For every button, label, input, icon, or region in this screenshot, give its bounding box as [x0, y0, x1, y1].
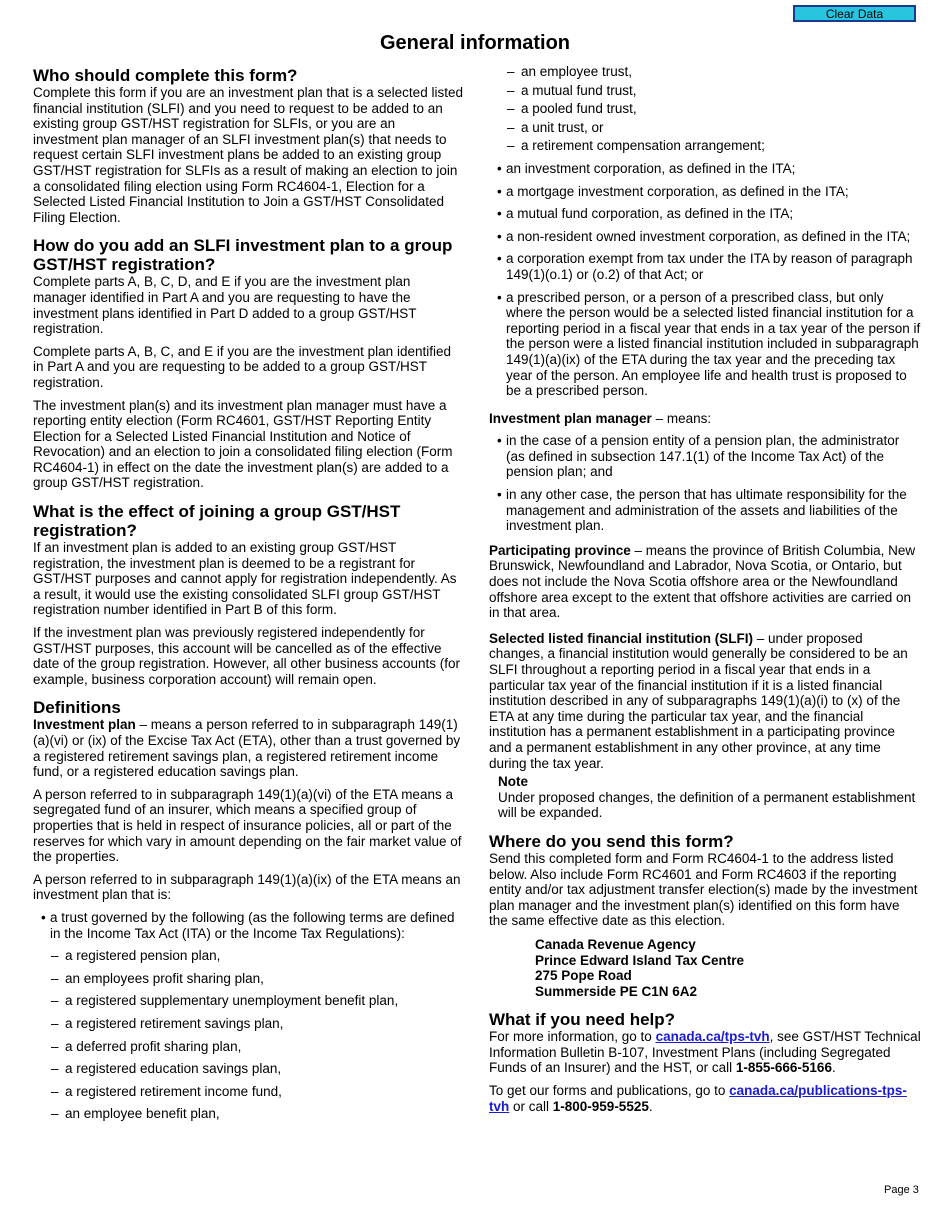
participating-province-text: – means the province of British Columbia, New Brunswick, Newfoundland and Labrador, Nova Scotia, or Ontario, but does not include the Nova Scotia offshore area or the Newfoundland offshore area except to the extent that offshore activities are carried on in that area. [489, 542, 916, 621]
investment-plan-manager-term: Investment plan manager [489, 410, 652, 426]
page-number: Page 3 [884, 1184, 919, 1196]
note-heading: Note [498, 774, 528, 790]
list-item: • a non-resident owned investment corporation, as defined in the ITA; [489, 229, 921, 245]
clear-data-button[interactable]: Clear Data [793, 5, 916, 22]
list-item: • a prescribed person, or a person of a prescribed class, but only where the person would be a selected listed financial institution for a reporting period in a fiscal year that ends in a tax year of the person if the person were a listed financial institution included in subparagraph 149(1)(a)(ix) of the ETA during the tax year and the preceding tax year of the person. An employee life and health trust is proposed to be a prescribed person. [489, 290, 921, 399]
list-item: • an investment corporation, as defined in the ITA; [489, 161, 921, 177]
subparagraph-ix-paragraph: A person referred to in subparagraph 149(1)(a)(ix) of the ETA means an investment plan that is: [33, 871, 461, 903]
help-text: . [831, 1060, 836, 1076]
definitions-heading: Definitions [33, 698, 121, 718]
list-item: – an employee trust, [489, 64, 921, 80]
how-heading: How do you add an SLFI investment plan to a group GST/HST registration? [33, 236, 453, 275]
who-heading: Who should complete this form? [33, 66, 298, 85]
help-text: , see GST/HST Technical Information Bulletin B-107, Investment Plans (including Segregated Funds of an Insurer) and the HST, or call [489, 1029, 921, 1076]
address-line: Prince Edward Island Tax Centre [535, 952, 745, 968]
list-item: – a retirement compensation arrangement; [489, 138, 921, 154]
investment-plan-definition [33, 717, 463, 779]
investment-plan-text: – means a person referred to in subparagraph 149(1)(a)(vi) or (ix) of the Excise Tax Act (ETA), other than a trust governed by a registered retirement savings plan, a registered retirement income fund, or a registered education savings plan. [33, 717, 461, 780]
list-item: • a mortgage investment corporation, as defined in the ITA; [489, 184, 921, 200]
slfi-definition [489, 631, 921, 771]
participating-province-definition [489, 543, 921, 621]
trust-bullet: • a trust governed by the following (as the following terms are defined in the Income Tax Act (ITA) or the Income Tax Regulations): [33, 910, 463, 941]
publications-phone-number: 1-800-959-5525 [552, 1098, 649, 1114]
mailing-address [489, 937, 921, 999]
participating-province-term: Participating province [489, 542, 631, 558]
slfi-text: – under proposed changes, a financial institution would generally be considered to be an SLFI throughout a reporting period in a fiscal year that ends in a particular tax year of the financial institution if it is a listed financial institution described in any of subparagraphs 149(1)(a)(i) to (x) of the ETA at any time during the particular tax year, and the financial institution has a permanent establishment in a participating province and a permanent establishment in any other province, at any time during the tax year. [489, 630, 908, 771]
list-item: • a mutual fund corporation, as defined in the ITA; [489, 206, 921, 222]
list-item: – a registered pension plan, [33, 948, 463, 964]
slfi-term: Selected listed financial institution (SLFI) [489, 630, 754, 646]
note-body: Under proposed changes, the definition of a permanent establishment will be expanded. [498, 789, 916, 821]
help-paragraph-1 [489, 1029, 921, 1076]
right-column [489, 66, 921, 1114]
help-text: . [648, 1098, 653, 1114]
how-paragraph-3: The investment plan(s) and its investment plan manager must have a reporting entity election (Form RC4601, GST/HST Reporting Entity Election for a Selected Listed Financial Institution and Notice of Revocation) and an election to join a consolidated filing election (Form RC4604-1) in effect on the date the investment plan(s) are added to a group GST/HST registration. [33, 397, 453, 491]
how-paragraph-1: Complete parts A, B, C, D, and E if you are the investment plan manager identified in Part A and you are requesting to have the investment plans identified in Part D added to a group GST/HST registration. [33, 274, 417, 337]
list-item: – a registered retirement income fund, [33, 1084, 463, 1100]
publications-link[interactable]: canada.ca/publications-tps-tvh [489, 1083, 907, 1114]
trust-bullet-list [33, 910, 463, 941]
subparagraph-vi-paragraph: A person referred to in subparagraph 149(1)(a)(vi) of the ETA means a segregated fund of an insurer, which means a specified group of properties that is held in respect of insurance policies, all or part of the reserves for which vary in amount depending on the fair market value of the properties. [33, 786, 462, 865]
help-paragraph-2 [489, 1083, 921, 1114]
list-item: – a deferred profit sharing plan, [33, 1039, 463, 1055]
list-item: – an employee benefit plan, [33, 1106, 463, 1122]
page-title: General information [379, 32, 571, 54]
send-body: Send this completed form and Form RC4604-1 to the address listed below. Also include Form RC4601 and Form RC4603 if the reporting entity and/or tax adjustment transfer election(s) made by the investment plan manager and the investment plan(s) identified on this form have the same effective date as this election. [489, 850, 918, 929]
trust-types-list-left [33, 948, 463, 1122]
help-heading: What if you need help? [489, 1010, 676, 1030]
list-item: – a pooled fund trust, [489, 101, 921, 117]
investment-plan-manager-list [489, 433, 921, 534]
list-item: – a unit trust, or [489, 120, 921, 136]
list-item: • in any other case, the person that has ultimate responsibility for the management and administration of the assets and liabilities of the investment plan. [489, 487, 921, 534]
list-item: • in the case of a pension entity of a pension plan, the administrator (as defined in subsection 147.1(1) of the Income Tax Act) of the pension plan; and [489, 433, 921, 480]
address-line: 275 Pope Road [535, 968, 632, 984]
help-text: To get our forms and publications, go to [489, 1083, 730, 1099]
list-item: – an employees profit sharing plan, [33, 971, 463, 987]
help-text: For more information, go to [489, 1029, 656, 1045]
list-item: – a registered education savings plan, [33, 1061, 463, 1077]
trust-types-list-right [489, 64, 921, 154]
list-item: • a corporation exempt from tax under the ITA by reason of paragraph 149(1)(o.1) or (o.2) of that Act; or [489, 251, 921, 282]
list-item: – a registered supplementary unemployment benefit plan, [33, 993, 463, 1009]
help-text: or call [509, 1098, 553, 1114]
how-paragraph-2: Complete parts A, B, C, and E if you are the investment plan identified in Part A and you are requesting to be added to a group GST/HST registration. [33, 343, 451, 390]
left-column [33, 66, 463, 1122]
who-body: Complete this form if you are an investment plan that is a selected listed financial institution (SLFI) and you need to request to be added to an existing group GST/HST registration for SLFIs, or you are an investment plan manager of an SLFI investment plan(s) that needs to request certain SLFI investment plans be added to an existing group GST/HST registration for SLFIs as a result of making an election to join a consolidated filing election using Form RC4604-1, Election for a Selected Listed Financial Institution to Join a GST/HST Consolidated Filing Election. [33, 85, 463, 225]
list-item: – a registered retirement savings plan, [33, 1016, 463, 1032]
investment-plan-manager-text: – means: [651, 410, 712, 426]
help-phone-number: 1-855-666-5166 [735, 1060, 832, 1076]
send-heading: Where do you send this form? [489, 831, 734, 851]
investment-plan-manager-definition [489, 411, 921, 427]
address-line: Summerside PE C1N 6A2 [535, 983, 698, 999]
list-item: – a mutual fund trust, [489, 83, 921, 99]
note-box [489, 774, 921, 821]
tps-tvh-link[interactable]: canada.ca/tps-tvh [655, 1029, 770, 1045]
effect-paragraph-1: If an investment plan is added to an existing group GST/HST registration, the investment plan is deemed to be a registrant for GST/HST purposes and cannot apply for registration independently. As a result, it would use the existing consolidated SLFI group GST/HST registration number identified in Part B of this form. [33, 540, 457, 618]
investment-plan-term: Investment plan [33, 717, 136, 733]
effect-paragraph-2: If the investment plan was previously registered independently for GST/HST purposes, this account will be cancelled as of the effective date of the group registration. However, all other business accounts (for example, business corporation account) will remain open. [33, 625, 460, 687]
effect-heading: What is the effect of joining a group GST/HST registration? [33, 502, 401, 541]
address-line: Canada Revenue Agency [535, 936, 696, 952]
investment-types-list [489, 161, 921, 399]
